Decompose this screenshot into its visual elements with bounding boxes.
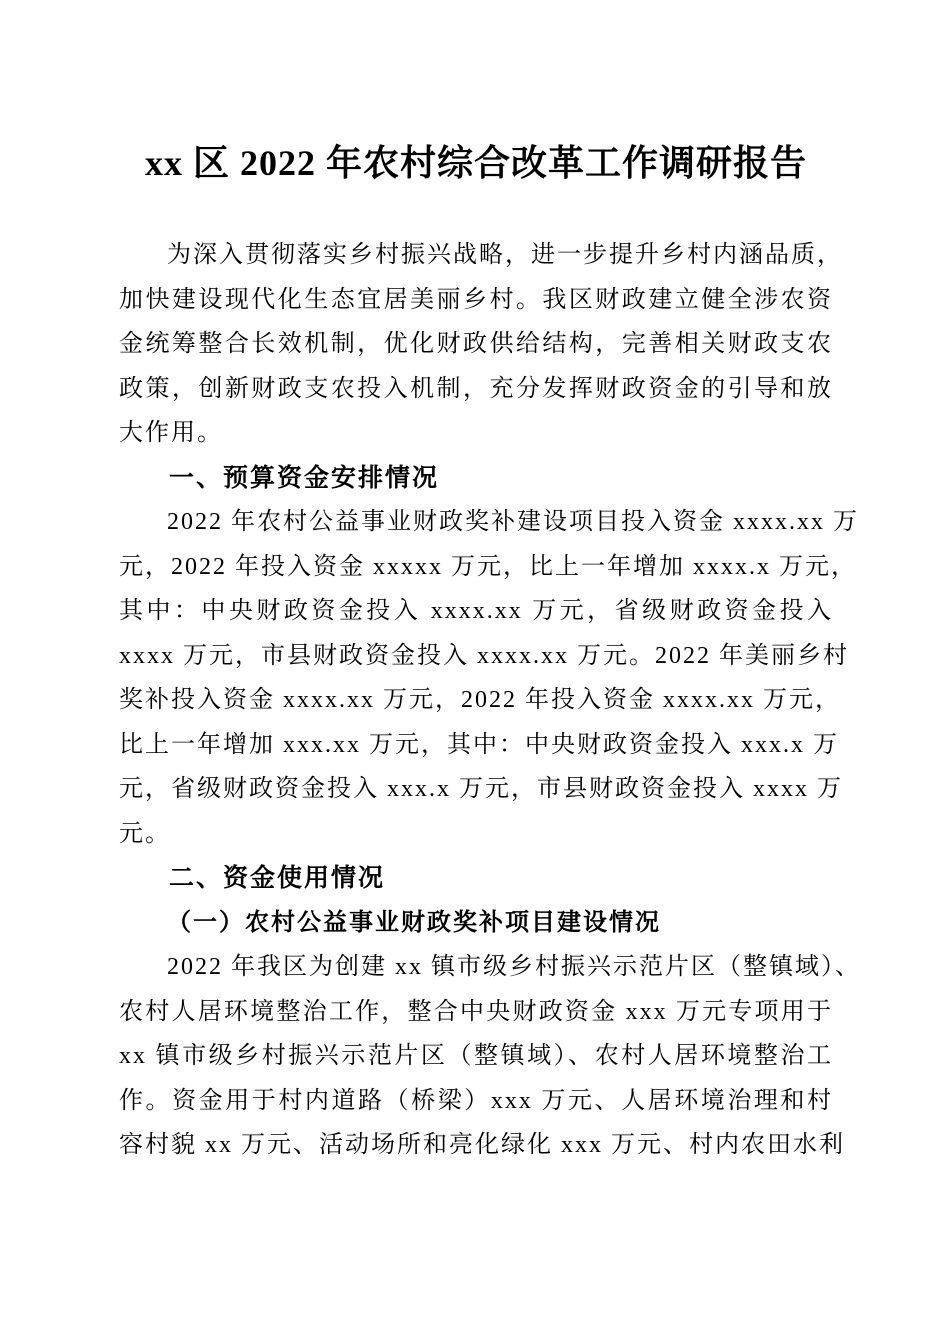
paragraph-line: 元。 xyxy=(119,820,171,847)
usage-paragraph xyxy=(119,945,861,1168)
document-title: xx 区 2022 年农村综合改革工作调研报告 xyxy=(144,143,807,183)
paragraph-line: 容村貌 xx 万元、活动场所和亮化绿化 xxx 万元、村内农田水利 xyxy=(119,1132,845,1158)
section-heading-budget: 一、预算资金安排情况 xyxy=(169,463,440,492)
paragraph-line: 金统筹整合长效机制，优化财政供给结构，完善相关财政支农 xyxy=(119,331,833,357)
paragraph-line: xx 镇市级乡村振兴示范片区（整镇域）、农村人居环境整治工 xyxy=(119,1043,833,1069)
paragraph-line: 其中：中央财政资金投入 xxxx.xx 万元，省级财政资金投入 xyxy=(119,598,833,624)
paragraph-line: 政策，创新财政支农投入机制，充分发挥财政资金的引导和放 xyxy=(119,375,833,402)
budget-paragraph xyxy=(119,500,859,856)
paragraph-line: 大作用。 xyxy=(119,420,223,446)
paragraph-line: 2022 年农村公益事业财政奖补建设项目投入资金 xxxx.xx 万 xyxy=(167,509,859,535)
paragraph-line: 2022 年我区为创建 xx 镇市级乡村振兴示范片区（整镇域）、 xyxy=(167,954,861,980)
paragraph-line: 元，省级财政资金投入 xxx.x 万元，市县财政资金投入 xxxx 万 xyxy=(119,776,843,802)
section-heading-usage: 二、资金使用情况 xyxy=(169,864,386,892)
paragraph-line: 奖补投入资金 xxxx.xx 万元，2022 年投入资金 xxxx.xx 万元， xyxy=(119,687,841,713)
paragraph-line: xxxx 万元，市县财政资金投入 xxxx.xx 万元。2022 年美丽乡村 xyxy=(119,642,849,669)
paragraph-line: 为深入贯彻落实乡村振兴战略，进一步提升乡村内涵品质， xyxy=(167,242,843,268)
paragraph-line: 农村人居环境整治工作，整合中央财政资金 xxx 万元专项用于 xyxy=(119,998,833,1025)
subsection-heading-award-projects: （一）农村公益事业财政奖补项目建设情况 xyxy=(167,909,661,936)
paragraph-line: 比上一年增加 xxx.xx 万元，其中：中央财政资金投入 xxx.x 万 xyxy=(119,731,839,758)
paragraph-line: 元，2022 年投入资金 xxxxx 万元，比上一年增加 xxxx.x 万元， xyxy=(119,553,857,580)
intro-paragraph xyxy=(119,233,843,456)
paragraph-line: 作。资金用于村内道路（桥梁）xxx 万元、人居环境治理和村 xyxy=(119,1087,833,1114)
paragraph-line: 加快建设现代化生态宜居美丽乡村。我区财政建立健全涉农资 xyxy=(119,286,833,313)
